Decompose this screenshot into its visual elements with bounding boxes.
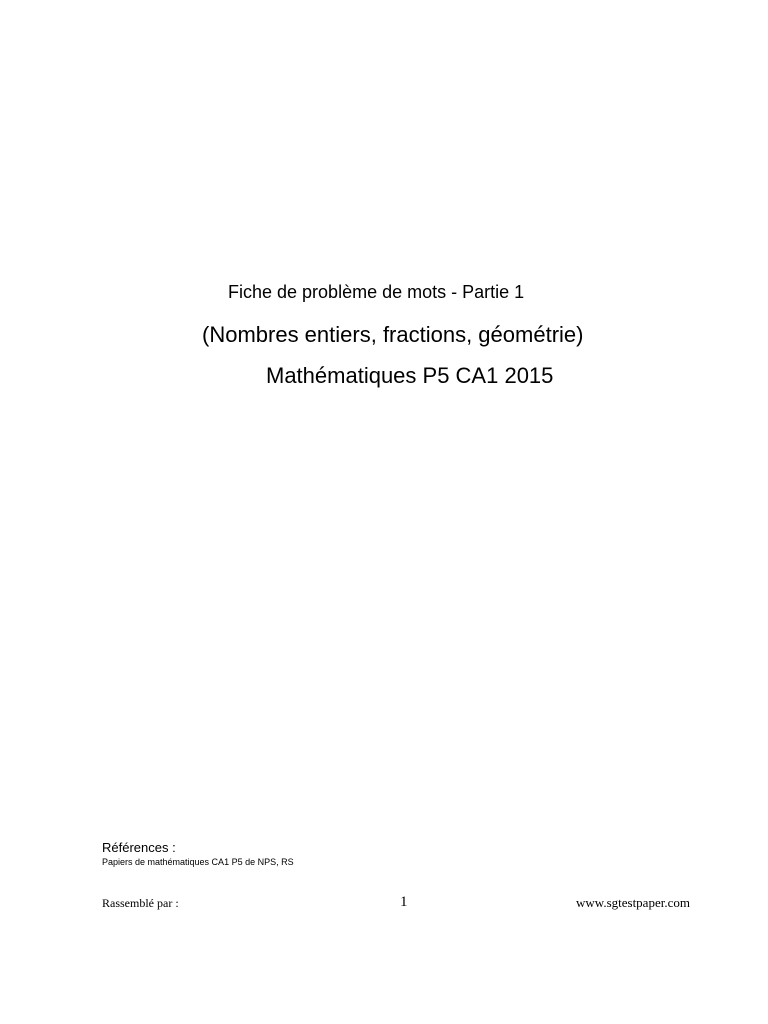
worksheet-title: Fiche de problème de mots - Partie 1 [228,282,525,302]
references-label: Références : [102,840,176,855]
worksheet-subject: Mathématiques P5 CA1 2015 [266,363,554,388]
footer-compiled-by: Rassemblé par : [102,896,179,910]
footer-website: www.sgtestpaper.com [576,895,690,910]
references-text: Papiers de mathématiques CA1 P5 de NPS, RS [102,857,294,867]
worksheet-topics: (Nombres entiers, fractions, géométrie) [202,322,584,347]
page-number: 1 [400,894,408,910]
